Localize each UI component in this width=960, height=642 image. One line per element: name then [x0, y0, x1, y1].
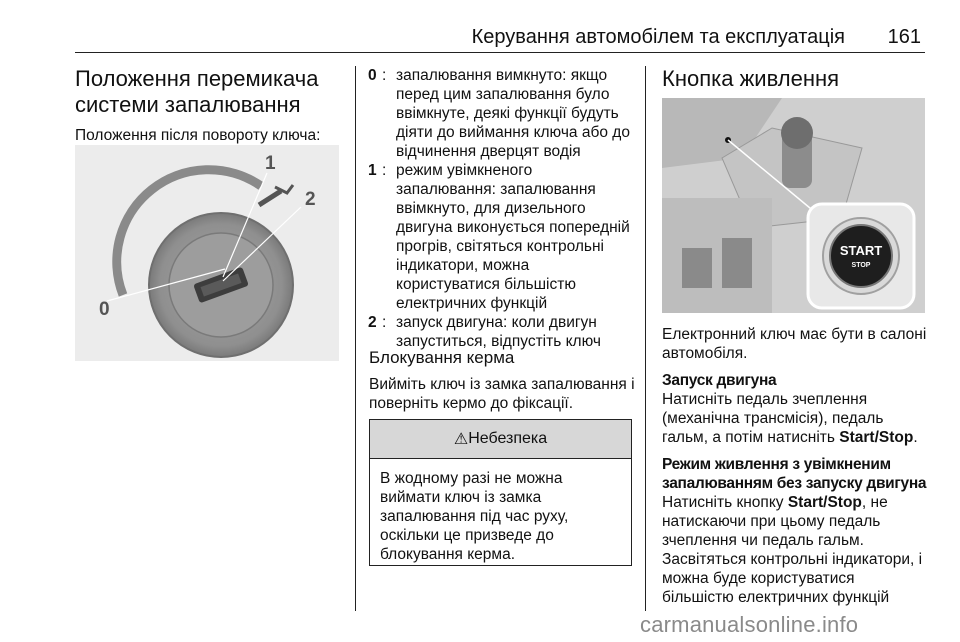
position-row: [368, 313, 636, 351]
position-sep: :: [382, 314, 387, 331]
pedal: [722, 238, 752, 288]
ignition-mode-text-b: , не натискаючи при цьому педаль зчеплення чи педаль гальм. Засвітяться контрольні індикатори, і можна буде користуватися більшістю електричних функцій: [662, 494, 923, 606]
danger-warning-box: [369, 419, 632, 566]
position-description: запуск двигуна: коли двигун запуститься, відпустіть ключ: [396, 314, 601, 350]
position-row: [368, 161, 636, 313]
position-row: [368, 66, 636, 161]
position-key: 1: [368, 162, 377, 179]
gear-knob: [781, 117, 813, 149]
ignition-mode-heading: Режим живлення з увімкненим запалюванням без запуску двигуна: [662, 456, 927, 492]
position-key: 2: [368, 314, 377, 331]
footwell: [662, 198, 772, 313]
warning-triangle-icon: ⚠: [453, 431, 469, 448]
ignition-mode-text: [662, 493, 928, 607]
engine-start-text: [662, 390, 928, 447]
position-sep: :: [382, 67, 387, 84]
page-header: [75, 26, 925, 52]
power-intro: Електронний ключ має бути в салоні автомобіля.: [662, 326, 927, 362]
steering-lock-heading: Блокування керма: [369, 348, 515, 367]
column-divider-1: [355, 66, 356, 611]
right-column: [662, 66, 927, 92]
warning-title: Небезпека: [468, 430, 548, 447]
steering-lock-text: Вийміть ключ із замка запалювання і поверніть кермо до фіксації.: [369, 376, 635, 412]
cockpit-illustration: [662, 98, 925, 313]
position-sep: :: [382, 162, 387, 179]
left-column: [75, 66, 345, 145]
warning-header: [370, 420, 631, 459]
engine-start-heading: Запуск двигуна: [662, 372, 777, 389]
start-label: START: [839, 243, 883, 258]
warning-text: В жодному разі не можна виймати ключ із замка запалювання під час руху, оскільки це призведе до блокування керма.: [380, 470, 569, 563]
ignition-figure: [75, 145, 339, 361]
start-stop-term: Start/Stop: [787, 494, 862, 511]
header-rule: [75, 52, 925, 53]
ignition-switch-illustration: [75, 145, 339, 361]
engine-start-text-b: .: [913, 429, 918, 446]
header-title: Керування автомобілем та експлуатація: [471, 26, 845, 48]
position-key: 0: [368, 67, 377, 84]
column-divider-2: [645, 66, 646, 611]
section-heading-power-button: Кнопка живлення: [662, 66, 840, 91]
power-button-figure: [662, 98, 925, 313]
figure-label-1: 1: [265, 153, 276, 174]
figure-label-2: 2: [305, 189, 316, 210]
pedal: [682, 248, 712, 288]
engine-start-text-a: Натисніть педаль зчеплення (механічна трансмісія), педаль гальм, а потім натисніть: [662, 391, 884, 446]
stop-label: STOP: [851, 262, 871, 269]
ignition-intro: Положення після повороту ключа:: [75, 127, 321, 144]
steering-lock-section: [369, 347, 641, 413]
page-number: 161: [887, 26, 921, 48]
ignition-mode-text-a: Натисніть кнопку: [662, 494, 788, 511]
ignition-positions-list: [368, 66, 636, 351]
turn-arrow-shaft: [259, 191, 281, 205]
section-heading-ignition: Положення перемикача системи запалювання: [75, 66, 319, 117]
start-stop-term: Start/Stop: [839, 429, 914, 446]
position-description: запалювання вимкнуто: якщо перед цим запалювання було ввімкнуте, деякі функції будуть діяти до виймання ключа або до відчинення дверцят водія: [396, 67, 630, 160]
figure-label-0: 0: [99, 299, 110, 320]
watermark: carmanualsonline.info: [640, 612, 859, 637]
power-button-text: [662, 325, 928, 607]
position-description: режим увімкненого запалювання: запалювання ввімкнуто, для дизельного двигуна виконується попередній прогрів, світяться контрольні індикатори, можна користуватися більшістю електричних функцій: [396, 162, 630, 312]
